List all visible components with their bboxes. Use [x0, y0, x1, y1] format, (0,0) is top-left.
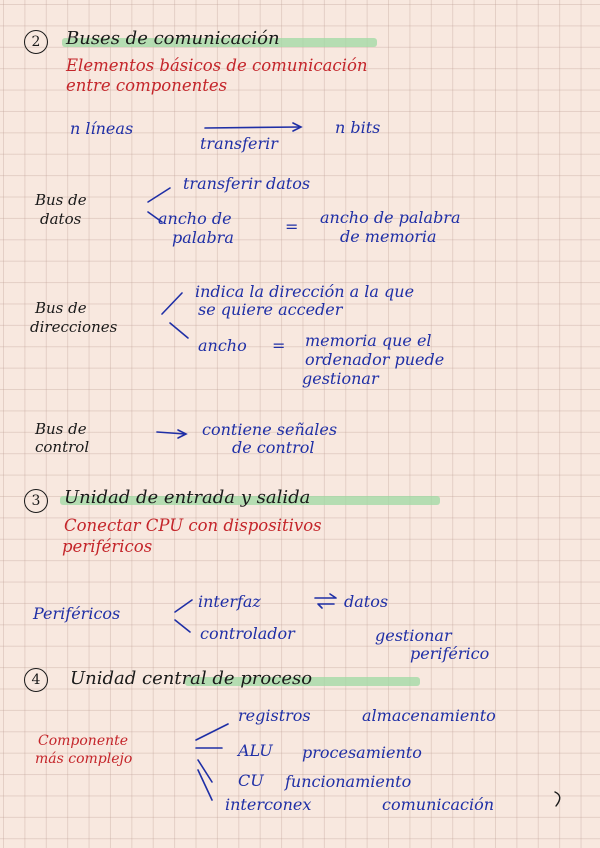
- cpu-item-name: ALU: [238, 741, 273, 760]
- cpu-bracket: [196, 724, 228, 800]
- section-subtitle: Conectar CPU con dispositivos: [64, 516, 322, 535]
- transfer-label: transferir: [200, 134, 278, 153]
- datos-value: ancho de palabra: [320, 208, 461, 227]
- datos-value: de memoria: [340, 227, 437, 246]
- bus-dir-label: Bus de: [35, 299, 87, 317]
- bus-ctrl-label: control: [35, 438, 90, 456]
- transfer-arrow: [205, 127, 300, 128]
- perif-value: periférico: [410, 644, 490, 663]
- perif-bracket: [175, 600, 192, 632]
- datos-item: transferir datos: [183, 174, 311, 193]
- datos-item: ancho de: [158, 209, 232, 228]
- cpu-label: Componente: [38, 733, 129, 749]
- bus-datos-label: datos: [40, 210, 82, 228]
- bus-datos-label: Bus de: [35, 191, 87, 209]
- section-number: 3: [24, 489, 48, 513]
- dir-value: memoria que el: [305, 331, 432, 350]
- datos-item: palabra: [172, 228, 234, 247]
- equals: =: [285, 217, 299, 236]
- ctrl-arrow: [157, 430, 186, 438]
- bus-ctrl-label: Bus de: [35, 420, 87, 438]
- dir-item: indica la dirección a la que: [195, 282, 415, 301]
- dir-item: se quiere acceder: [198, 300, 343, 319]
- section-title: Buses de comunicación: [66, 28, 280, 49]
- dir-value: gestionar: [302, 369, 379, 388]
- dir-item: ancho: [198, 336, 247, 355]
- ctrl-value: de control: [232, 438, 315, 457]
- section-title: Unidad de entrada y salida: [64, 487, 311, 508]
- cpu-item-name: CU: [238, 771, 264, 790]
- cpu-item-name: registros: [238, 706, 311, 725]
- cpu-item-role: funcionamiento: [285, 772, 412, 791]
- swap-icon: [315, 594, 336, 608]
- dir-bracket: [162, 293, 188, 338]
- cpu-item-name: interconex: [225, 795, 312, 814]
- perif-item: interfaz: [198, 592, 261, 611]
- bus-dir-label: direcciones: [30, 318, 118, 336]
- cpu-item-role: procesamiento: [302, 743, 422, 762]
- bits-label: n bits: [335, 118, 381, 137]
- perif-value: datos: [344, 592, 389, 611]
- perif-label: Periféricos: [33, 604, 121, 623]
- section-subtitle: periféricos: [62, 537, 153, 556]
- perif-item: controlador: [200, 624, 295, 643]
- cpu-closing-bracket: [555, 792, 560, 806]
- cpu-item-role: almacenamiento: [362, 706, 496, 725]
- equals: =: [272, 336, 286, 355]
- cpu-label: más complejo: [35, 751, 133, 767]
- section-subtitle: Elementos básicos de comunicación: [66, 56, 368, 75]
- dir-value: ordenador puede: [305, 350, 445, 369]
- section-title: Unidad central de proceso: [70, 668, 313, 689]
- cpu-item-role: comunicación: [382, 795, 495, 814]
- ctrl-value: contiene señales: [202, 420, 338, 439]
- perif-value: gestionar: [375, 626, 452, 645]
- section-subtitle: entre componentes: [66, 76, 228, 95]
- section-number: 2: [24, 30, 48, 54]
- lines-label: n líneas: [70, 119, 134, 138]
- section-number: 4: [24, 668, 48, 692]
